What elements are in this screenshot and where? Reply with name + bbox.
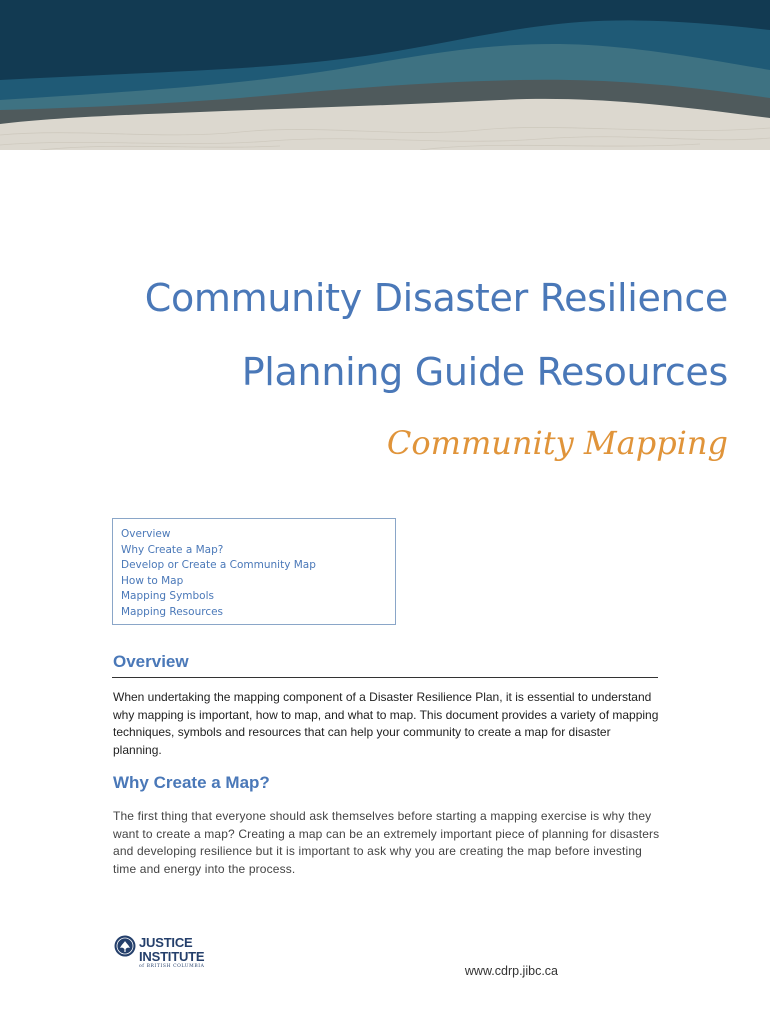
logo-text-institute: INSTITUTE bbox=[139, 949, 205, 964]
document-title-line-2: Planning Guide Resources bbox=[241, 350, 728, 394]
table-of-contents bbox=[112, 518, 396, 625]
why-create-map-heading: Why Create a Map? bbox=[113, 773, 270, 792]
wave-graphic bbox=[0, 0, 770, 150]
overview-heading: Overview bbox=[113, 652, 189, 671]
logo-text-justice: JUSTICE bbox=[139, 935, 193, 950]
document-title-line-1: Community Disaster Resilience bbox=[144, 276, 728, 320]
jibc-logo[interactable] bbox=[114, 934, 224, 974]
logo-text-bc: of BRITISH COLUMBIA bbox=[139, 964, 205, 969]
toc-link-develop-community-map[interactable]: Develop or Create a Community Map bbox=[121, 559, 316, 571]
toc-link-mapping-resources[interactable]: Mapping Resources bbox=[121, 605, 224, 618]
toc-link-mapping-symbols[interactable]: Mapping Symbols bbox=[121, 590, 214, 602]
why-create-map-paragraph: The first thing that everyone should ask themselves before starting a mapping exercise is why they want to create a map? Creating a map can be an extremely important piece of planning for disasters and developing resilience but it is important to ask why you are creating the map before investing time and energy into the process. bbox=[113, 809, 660, 876]
document-subtitle: Community Mapping bbox=[386, 424, 728, 462]
header-wave-banner bbox=[0, 0, 770, 150]
toc-link-how-to-map[interactable]: How to Map bbox=[121, 574, 184, 587]
crest-icon bbox=[114, 935, 136, 957]
toc-link-why-create-a-map[interactable]: Why Create a Map? bbox=[121, 543, 224, 556]
overview-divider bbox=[112, 677, 658, 678]
toc-link-overview[interactable]: Overview bbox=[121, 528, 171, 540]
footer-website-link[interactable]: www.cdrp.jibc.ca bbox=[464, 964, 558, 978]
overview-paragraph: When undertaking the mapping component of a Disaster Resilience Plan, it is essential to understand why mapping is important, how to map, and what to map. This document provides a variety of mapping techniques, symbols and resources that can help your community to create a map for disaster planning. bbox=[113, 690, 659, 757]
